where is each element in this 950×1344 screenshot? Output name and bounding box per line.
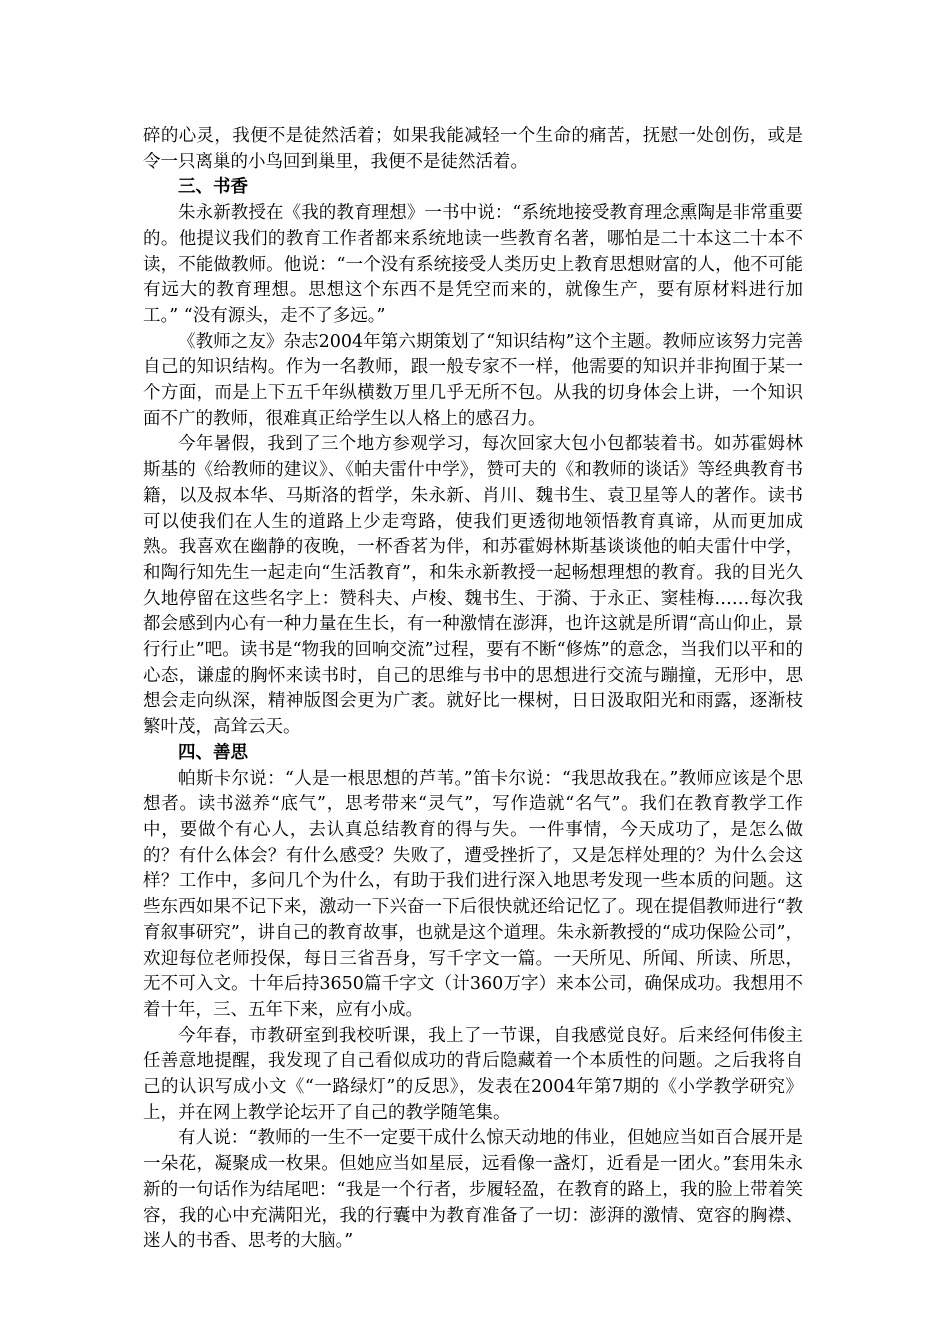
paragraph: 朱永新教授在《我的教育理想》一书中说：“系统地接受教育理念熏陶是非常重要的。他提议我们的教育工作者都来系统地读一些教育名著，哪怕是二十本这二十本不读，不能做教师。他说：“一个没有系统接受人类历史上教育思想财富的人，他不可能有远大的教育理想。思想这个东西不是凭空而来的，就像生产，要有原材料进行加工。” “没有源头，走不了多远。”: [143, 203, 803, 326]
paragraph: 今年春，市教研室到我校听课，我上了一节课，自我感觉良好。后来经何伟俊主任善意地提醒，我发现了自己看似成功的背后隐藏着一个本质性的问题。之后我将自己的认识写成小文《“一路绿灯”的反思》，发表在2004年第7期的《小学教学研究》上，并在网上教学论坛开了自己的教学随笔集。: [143, 1025, 803, 1123]
paragraph: 《教师之友》杂志2004年第六期策划了“知识结构”这个主题。教师应该努力完善自己的知识结构。作为一名教师，跟一般专家不一样，他需要的知识并非拘囿于某一个方面，而是上下五千年纵横数万里几乎无所不包。从我的切身体会上讲，一个知识面不广的教师，很难真正给学生以人格上的感召力。: [143, 331, 803, 429]
paragraph: 今年暑假，我到了三个地方参观学习，每次回家大包小包都装着书。如苏霍姆林斯基的《给教师的建议》、《帕夫雷什中学》，赞可夫的《和教师的谈话》等经典教育书籍，以及叔本华、马斯洛的哲学，朱永新、肖川、魏书生、袁卫星等人的著作。读书可以使我们在人生的道路上少走弯路，使我们更透彻地领悟教育真谛，从而更加成熟。我喜欢在幽静的夜晚，一杯香茗为伴，和苏霍姆林斯基谈谈他的帕夫雷什中学，和陶行知先生一起走向“生活教育”，和朱永新教授一起畅想理想的教育。我的目光久久地停留在这些名字上：赞科夫、卢梭、魏书生、于漪、于永正、窦桂梅……每次我都会感到内心有一种力量在生长，有一种激情在澎湃，也许这就是所谓“高山仰止，景行行止”吧。读书是“物我的回响交流”过程，要有不断“修炼”的意念，当我们以平和的心态，谦虚的胸怀来读书时，自己的思维与书中的思想进行交流与蹦撞，无形中，思想会走向纵深，精神版图会更为广袤。就好比一棵树，日日汲取阳光和雨露，逐渐枝繁叶茂，高耸云天。: [143, 434, 803, 738]
paragraph: 帕斯卡尔说：“人是一根思想的芦苇。”笛卡尔说：“我思故我在。”教师应该是个思想者。读书滋养“底气”，思考带来“灵气”，写作造就“名气”。我们在教育教学工作中，要做个有心人，去认真总结教育的得与失。一件事情，今天成功了，是怎么做的？有什么体会？有什么感受？失败了，遭受挫折了，又是怎样处理的？为什么会这样？工作中，多问几个为什么，有助于我们进行深入地思考发现一些本质的问题。这些东西如果不记下来，激动一下兴奋一下后很快就还给记忆了。现在提倡教师进行“教育叙事研究”，讲自己的教育故事，也就是这个道理。朱永新教授的“成功保险公司”，欢迎每位老师投保，每日三省吾身，写千字文一篇。一天所见、所闻、所读、所思，无不可入文。十年后持3650篇千字文（计360万字）来本公司，确保成功。我想用不着十年，三、五年下来，应有小成。: [143, 768, 803, 1020]
paragraph: 有人说：“教师的一生不一定要干成什么惊天动地的伟业，但她应当如百合展开是一朵花，凝聚成一枚果。但她应当如星辰，远看像一盏灯，近看是一团火。”套用朱永新的一句话作为结尾吧：“我是一个行者，步履轻盈，在教育的路上，我的脸上带着笑容，我的心中充满阳光，我的行囊中为教育准备了一切：澎湃的激情、宽容的胸襟、迷人的书香、思考的大脑。”: [143, 1128, 803, 1252]
section-heading-shuxiang: 三、书香: [178, 177, 248, 198]
section-heading-shansi: 四、善思: [178, 742, 248, 763]
document-body: [143, 124, 803, 1255]
intro-paragraph: 碎的心灵，我便不是徒然活着；如果我能减轻一个生命的痛苦，抚慰一处创伤，或是令一只离巢的小鸟回到巢里，我便不是徒然活着。: [143, 126, 803, 172]
